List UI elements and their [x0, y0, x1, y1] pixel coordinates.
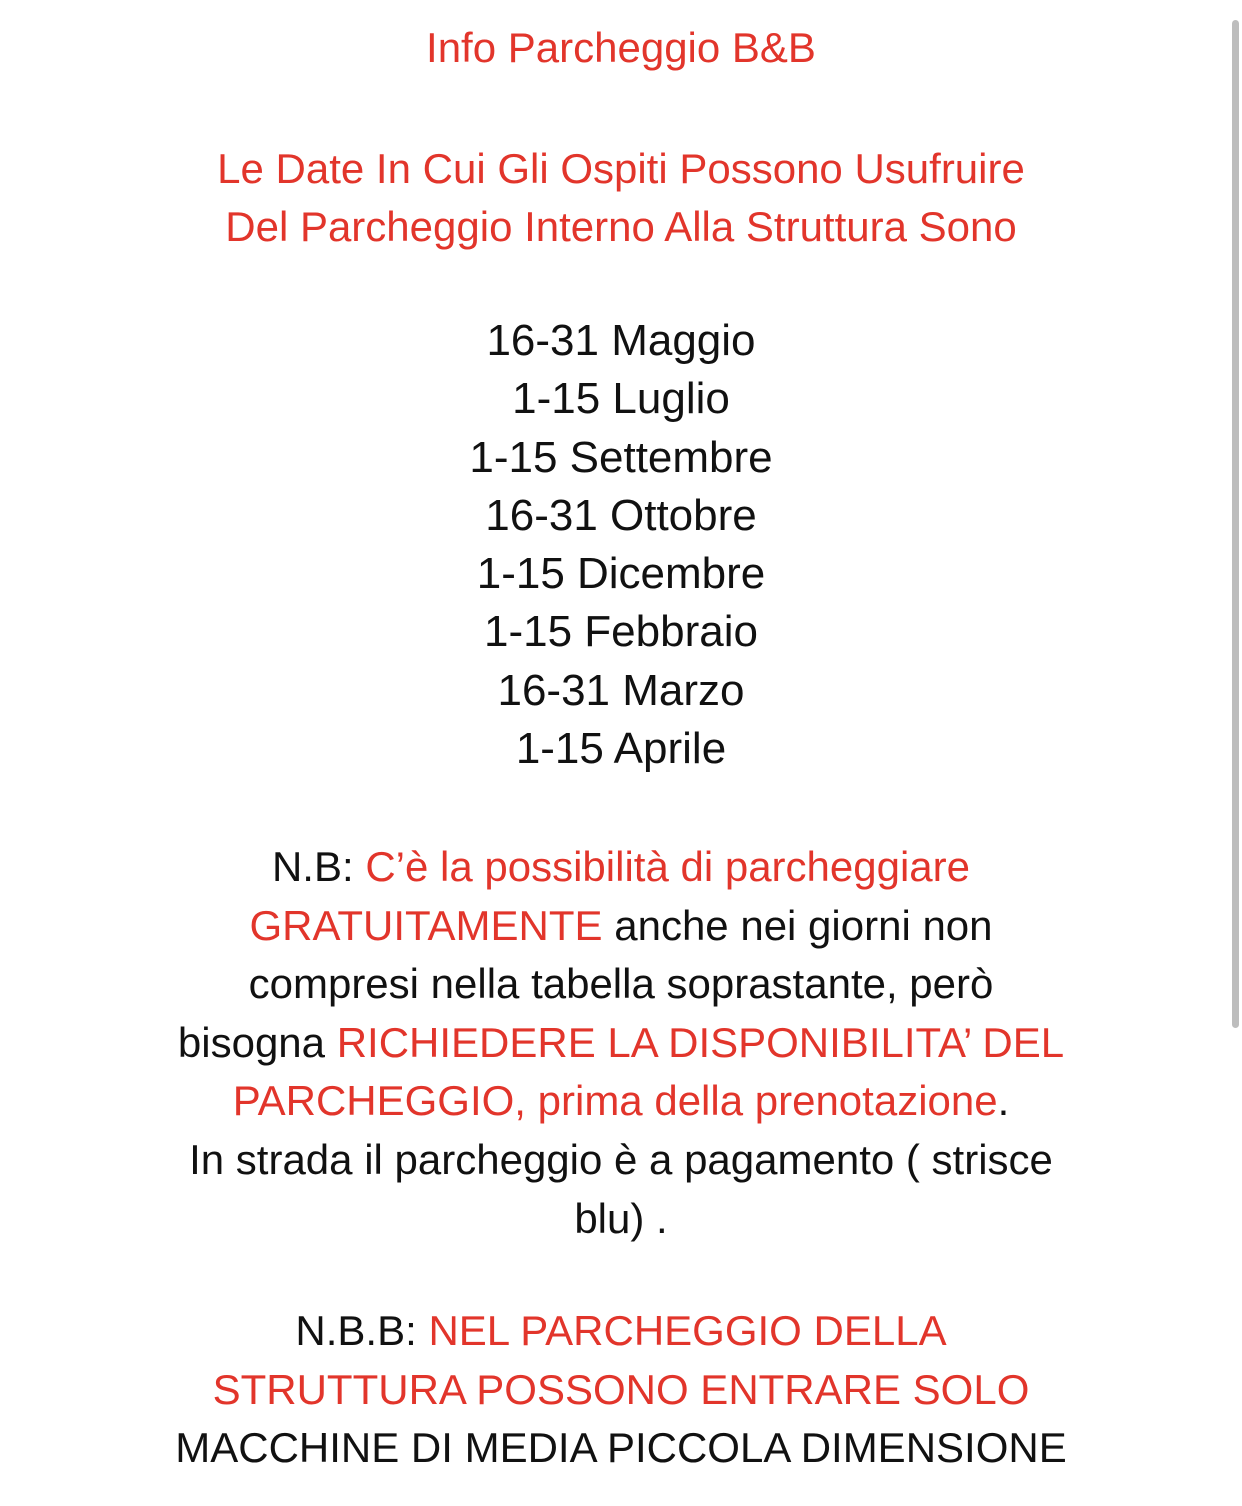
nb-period: . — [997, 1077, 1010, 1125]
nb-highlight: C’è la possibilità di parcheggiare — [365, 843, 971, 890]
date-item: 1-15 Febbraio — [484, 607, 758, 657]
nb-text: bisogna — [177, 1018, 337, 1066]
subtitle-line: Del Parcheggio Interno Alla Struttura Sono — [225, 203, 1017, 250]
nb-text: In strada il parcheggio è a pagamento ( strisce — [189, 1135, 1053, 1183]
date-item: 16-31 Maggio — [486, 316, 756, 365]
nb-highlight: GRATUITAMENTE — [249, 901, 603, 949]
vertical-scrollbar[interactable] — [1232, 20, 1239, 1028]
nb-text: anche nei giorni non — [602, 901, 993, 949]
subtitle-line: Le Date In Cui Gli Ospiti Possono Usufruire — [217, 145, 1025, 192]
nb-note — [0, 838, 1242, 1248]
date-item: 1-15 Settembre — [469, 432, 773, 482]
nbb-note — [0, 1302, 1242, 1478]
nbb-text: MACCHINE DI MEDIA PICCOLA DIMENSIONE — [175, 1424, 1067, 1471]
nb-line — [0, 1072, 1242, 1131]
date-item: 1-15 Aprile — [515, 724, 727, 774]
nb-line — [0, 838, 1242, 897]
nb-highlight: PARCHEGGIO, prima della prenotazione — [232, 1077, 998, 1125]
nbb-line — [0, 1302, 1242, 1361]
subtitle — [0, 140, 1242, 256]
date-item: 16-31 Ottobre — [485, 490, 757, 540]
date-item: 1-15 Dicembre — [476, 549, 766, 599]
nb-line — [0, 897, 1242, 956]
nb-label: N.B: — [271, 843, 366, 890]
page-title — [0, 24, 1242, 72]
nb-highlight: RICHIEDERE LA DISPONIBILITA’ DEL — [336, 1018, 1065, 1066]
date-item: 16-31 Marzo — [497, 665, 745, 715]
dates-list — [0, 312, 1242, 778]
nbb-highlight: STRUTTURA POSSONO ENTRARE SOLO — [212, 1365, 1030, 1413]
nbb-highlight: NEL PARCHEGGIO DELLA — [428, 1307, 947, 1354]
nb-text: blu) . — [574, 1194, 668, 1242]
title-text: Info Parcheggio B&B — [426, 24, 816, 71]
nb-line — [0, 1014, 1242, 1073]
nb-text: compresi nella tabella soprastante, però — [248, 960, 994, 1008]
date-item: 1-15 Luglio — [512, 374, 730, 424]
nbb-label: N.B.B: — [295, 1307, 429, 1354]
